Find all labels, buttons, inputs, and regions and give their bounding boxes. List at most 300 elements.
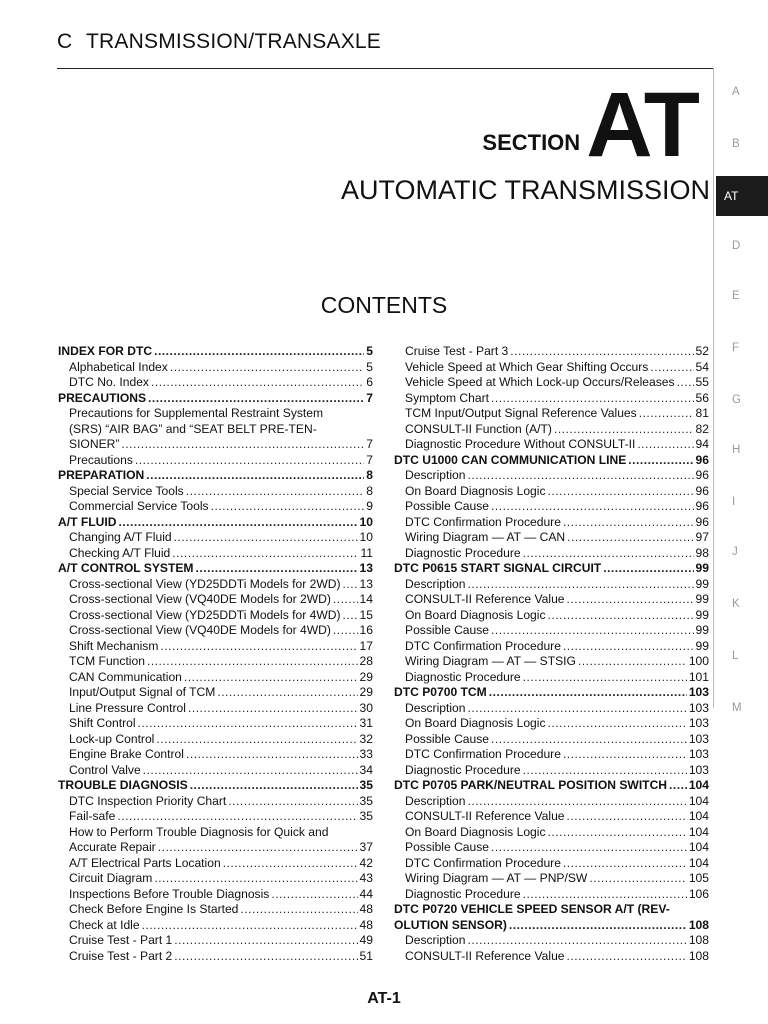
toc-entry-page: 103 — [688, 747, 709, 761]
toc-entry-page: 8 — [366, 468, 373, 482]
toc-right-column — [394, 344, 709, 964]
toc-entry[interactable] — [58, 716, 373, 732]
toc-entry-title: Accurate Repair — [69, 840, 156, 854]
toc-entry-title: Precautions for Supplemental Restraint System — [69, 406, 324, 420]
toc-entry-page: 7 — [366, 437, 373, 451]
dot-leader — [567, 530, 693, 546]
toc-entry-title: (SRS) “AIR BAG” and “SEAT BELT PRE-TEN- — [69, 421, 317, 436]
dot-leader — [491, 499, 694, 515]
toc-entry[interactable] — [58, 592, 373, 608]
toc-entry[interactable] — [394, 406, 709, 422]
tab-label: G — [732, 394, 741, 406]
dot-leader — [156, 732, 357, 748]
toc-entry[interactable] — [394, 515, 709, 531]
toc-entry[interactable] — [58, 344, 373, 360]
toc-entry-page: 100 — [688, 654, 709, 668]
toc-entry-page: 5 — [366, 359, 373, 374]
toc-entry-title: Engine Brake Control — [69, 747, 184, 761]
dot-leader — [172, 546, 358, 562]
tab-label: D — [732, 240, 741, 252]
toc-entry-page: 29 — [359, 685, 373, 699]
toc-entry-title: DTC No. Index — [69, 375, 149, 389]
tab-label: M — [732, 702, 742, 714]
toc-entry[interactable] — [394, 437, 709, 453]
toc-entry-page: 7 — [366, 390, 373, 405]
toc-entry-title: Lock-up Control — [69, 731, 155, 746]
toc-entry-page: 42 — [359, 855, 373, 870]
toc-entry-page: 81 — [695, 406, 709, 420]
toc-entry[interactable] — [58, 639, 373, 655]
toc-entry-page: 43 — [359, 871, 373, 885]
toc-entry-page: 96 — [695, 452, 709, 467]
toc-entry-page: 48 — [359, 917, 373, 932]
toc-entry-title: On Board Diagnosis Logic — [405, 716, 546, 730]
toc-entry[interactable] — [394, 825, 709, 841]
toc-entry-title: Cross-sectional View (YD25DDTi Models for 2WD) — [69, 576, 341, 591]
toc-entry-title: Diagnostic Procedure — [405, 669, 521, 684]
toc-entry[interactable] — [58, 887, 373, 903]
toc-entry-page: 37 — [359, 840, 373, 854]
toc-entry-title: Check at Idle — [69, 917, 140, 932]
dot-leader — [228, 794, 357, 810]
toc-entry[interactable] — [394, 871, 709, 887]
dot-leader — [491, 391, 694, 407]
toc-entry-page: 30 — [359, 700, 373, 715]
toc-entry-title: Commercial Service Tools — [69, 499, 209, 513]
toc-entry-title: Diagnostic Procedure Without CONSULT-II — [405, 437, 636, 451]
dot-leader — [142, 918, 358, 934]
toc-entry-title: Possible Cause — [405, 840, 490, 854]
toc-entry-title: Possible Cause — [405, 731, 490, 746]
toc-entry-title: Description — [405, 793, 466, 808]
dot-leader — [637, 437, 693, 453]
toc-entry[interactable] — [394, 344, 709, 360]
toc-entry-title: Cruise Test - Part 1 — [69, 933, 173, 947]
dot-leader — [271, 887, 357, 903]
toc-entry[interactable] — [58, 484, 373, 500]
dot-leader — [563, 747, 687, 763]
dot-leader — [523, 546, 694, 562]
toc-entry-title: DTC P0720 VEHICLE SPEED SENSOR A/T (REV- — [394, 902, 670, 916]
toc-entry[interactable] — [58, 515, 373, 531]
dot-leader — [548, 716, 687, 732]
toc-entry-title: DTC P0700 TCM — [394, 685, 487, 699]
dot-leader — [510, 344, 693, 360]
dot-leader — [333, 592, 358, 608]
toc-entry-title: On Board Diagnosis Logic — [405, 824, 546, 839]
header-title: TRANSMISSION/TRANSAXLE — [86, 30, 381, 53]
toc-entry[interactable] — [58, 902, 373, 918]
toc-entry[interactable] — [58, 949, 373, 965]
dot-leader — [121, 437, 364, 453]
toc-entry[interactable] — [58, 561, 373, 577]
toc-entry-page: 99 — [695, 638, 709, 653]
toc-entry-page: 48 — [359, 902, 373, 916]
toc-entry[interactable] — [58, 623, 373, 639]
dot-leader — [160, 639, 357, 655]
toc-entry-title: Possible Cause — [405, 499, 490, 513]
toc-entry-title: Special Service Tools — [69, 483, 184, 498]
toc-entry-title: How to Perform Trouble Diagnosis for Quick and — [69, 824, 329, 839]
toc-entry-title: DTC P0615 START SIGNAL CIRCUIT — [394, 561, 602, 575]
dot-leader — [548, 608, 694, 624]
toc-entry[interactable] — [58, 809, 373, 825]
toc-entry-title: Line Pressure Control — [69, 700, 186, 715]
toc-entry-page: 82 — [695, 421, 709, 436]
toc-entry[interactable] — [394, 763, 709, 779]
dot-leader — [174, 933, 357, 949]
page-number: AT-1 — [367, 990, 401, 1007]
toc-entry-title: CONSULT-II Reference Value — [405, 809, 565, 823]
toc-entry[interactable] — [58, 778, 373, 794]
toc-entry-page: 10 — [359, 514, 373, 529]
toc-entry-page: 52 — [695, 344, 709, 358]
toc-entry[interactable] — [394, 375, 709, 391]
toc-entry-page: 96 — [695, 514, 709, 529]
toc-entry-title: DTC Inspection Priority Chart — [69, 793, 227, 808]
toc-entry[interactable] — [394, 809, 709, 825]
toc-entry-title: On Board Diagnosis Logic — [405, 483, 546, 498]
dot-leader — [138, 716, 358, 732]
dot-leader — [554, 422, 694, 438]
toc-entry[interactable] — [58, 701, 373, 717]
toc-entry[interactable] — [394, 747, 709, 763]
toc-entry[interactable] — [58, 763, 373, 779]
toc-entry-title: Description — [405, 576, 466, 591]
toc-entry[interactable] — [394, 701, 709, 717]
toc-entry-page: 99 — [695, 576, 709, 591]
toc-entry[interactable] — [394, 949, 709, 965]
toc-entry-page: 34 — [359, 762, 373, 777]
toc-entry[interactable] — [394, 530, 709, 546]
toc-entry[interactable] — [58, 871, 373, 887]
dot-leader — [563, 856, 687, 872]
toc-entry-title: Wiring Diagram — AT — PNP/SW — [405, 871, 588, 885]
contents-title: CONTENTS — [320, 292, 448, 318]
toc-entry-page: 108 — [688, 948, 709, 963]
tab-label: L — [732, 650, 739, 662]
toc-entry-page: 10 — [359, 530, 373, 544]
toc-entry[interactable] — [58, 685, 373, 701]
toc-entry-page: 96 — [695, 468, 709, 482]
toc-entry-title: Description — [405, 933, 466, 947]
dot-leader — [567, 949, 687, 965]
toc-entry[interactable] — [394, 499, 709, 515]
toc-entry[interactable] — [58, 670, 373, 686]
dot-leader — [603, 561, 693, 577]
toc-entry-page: 99 — [695, 561, 709, 575]
toc-left-column — [58, 344, 373, 964]
dot-leader — [170, 360, 364, 376]
toc-entry[interactable] — [394, 716, 709, 732]
toc-entry[interactable] — [394, 360, 709, 376]
toc-entry-page: 103 — [688, 762, 709, 777]
toc-entry[interactable] — [394, 902, 709, 918]
tab-active-at[interactable] — [716, 176, 768, 216]
dot-leader — [174, 949, 357, 965]
toc-entry-title: Inspections Before Trouble Diagnosis — [69, 886, 270, 901]
dot-leader — [468, 468, 694, 484]
toc-entry[interactable] — [58, 840, 373, 856]
dot-leader — [186, 484, 365, 500]
dot-leader — [186, 747, 358, 763]
toc-entry-title: Wiring Diagram — AT — STSIG — [405, 654, 576, 668]
toc-entry-title: Changing A/T Fluid — [69, 530, 172, 544]
toc-entry[interactable] — [58, 918, 373, 934]
toc-entry-title: TCM Input/Output Signal Reference Values — [405, 406, 637, 420]
dot-leader — [196, 561, 358, 577]
toc-entry-page: 104 — [688, 824, 709, 839]
toc-entry-title: PREPARATION — [58, 468, 145, 482]
toc-entry-title: DTC Confirmation Procedure — [405, 855, 561, 870]
toc-entry[interactable] — [394, 484, 709, 500]
dot-leader — [589, 871, 686, 887]
toc-entry[interactable] — [58, 437, 373, 453]
dot-leader — [223, 856, 358, 872]
page-header — [57, 30, 381, 54]
dot-leader — [148, 391, 364, 407]
toc-entry-page: 56 — [695, 390, 709, 405]
toc-entry[interactable] — [58, 406, 373, 422]
dot-leader — [343, 608, 358, 624]
toc-entry[interactable] — [394, 685, 709, 701]
toc-entry-page: 16 — [359, 623, 373, 637]
toc-entry[interactable] — [394, 856, 709, 872]
toc-entry[interactable] — [58, 654, 373, 670]
toc-entry[interactable] — [394, 546, 709, 562]
toc-entry-page: 35 — [359, 809, 373, 823]
dot-leader — [147, 654, 358, 670]
dot-leader — [468, 701, 687, 717]
toc-entry-page: 8 — [366, 483, 373, 498]
dot-leader — [548, 825, 687, 841]
toc-entry-page: 97 — [695, 530, 709, 544]
toc-entry-page: 104 — [688, 809, 709, 823]
dot-leader — [468, 933, 687, 949]
toc-entry-title: CAN Communication — [69, 669, 182, 684]
toc-entry-page: 6 — [366, 375, 373, 389]
tab-label: AT — [724, 189, 739, 203]
dot-leader — [548, 484, 694, 500]
toc-entry[interactable] — [58, 608, 373, 624]
dot-leader — [563, 515, 694, 531]
toc-entry-title: Cross-sectional View (VQ40DE Models for 4WD) — [69, 623, 331, 637]
toc-entry-page: 32 — [359, 731, 373, 746]
dot-leader — [190, 778, 358, 794]
toc-entry[interactable] — [58, 453, 373, 469]
toc-entry-page: 17 — [359, 638, 373, 653]
toc-entry-page: 94 — [695, 437, 709, 451]
toc-entry-title: Vehicle Speed at Which Gear Shifting Occurs — [405, 359, 649, 374]
toc-entry[interactable] — [58, 468, 373, 484]
dot-leader — [143, 763, 358, 779]
toc-entry[interactable] — [394, 453, 709, 469]
toc-entry[interactable] — [394, 391, 709, 407]
toc-entry-page: 96 — [695, 499, 709, 513]
dot-leader — [491, 840, 687, 856]
toc-entry-page: 54 — [695, 359, 709, 374]
toc-entry-title: Checking A/T Fluid — [69, 545, 171, 560]
toc-entry-page: 11 — [360, 545, 373, 560]
toc-entry[interactable] — [394, 918, 709, 934]
toc-entry-title: DTC Confirmation Procedure — [405, 514, 561, 529]
dot-leader — [333, 623, 358, 639]
toc-entry[interactable] — [58, 577, 373, 593]
toc-entry-title: Cross-sectional View (VQ40DE Models for 2WD) — [69, 592, 331, 606]
toc-entry[interactable] — [58, 794, 373, 810]
toc-entry[interactable] — [394, 654, 709, 670]
toc-entry[interactable] — [394, 592, 709, 608]
dot-leader — [489, 685, 687, 701]
toc-entry[interactable] — [394, 840, 709, 856]
tab-label: A — [732, 86, 740, 98]
toc-entry-title: DTC P0705 PARK/NEUTRAL POSITION SWITCH — [394, 778, 668, 792]
toc-entry-title: Symptom Chart — [405, 390, 490, 405]
dot-leader — [174, 530, 358, 546]
toc-entry-page: 106 — [688, 886, 709, 901]
toc-entry[interactable] — [58, 360, 373, 376]
toc-entry[interactable] — [394, 623, 709, 639]
toc-entry-title: CONSULT-II Reference Value — [405, 948, 565, 963]
toc-entry-page: 5 — [366, 344, 373, 358]
toc-entry-page: 9 — [366, 499, 373, 513]
toc-entry-page: 35 — [359, 778, 373, 792]
toc-entry[interactable] — [394, 794, 709, 810]
dot-leader — [491, 732, 687, 748]
toc-entry-page: 55 — [695, 375, 709, 389]
toc-entry[interactable] — [58, 375, 373, 391]
toc-entry[interactable] — [394, 639, 709, 655]
toc-entry-title: Cruise Test - Part 2 — [69, 948, 173, 963]
toc-entry-title: Diagnostic Procedure — [405, 762, 521, 777]
toc-entry-title: Diagnostic Procedure — [405, 886, 521, 901]
toc-entry-page: 44 — [359, 886, 373, 901]
toc-entry[interactable] — [58, 422, 373, 438]
toc-entry-page: 99 — [695, 623, 709, 637]
tab-label: B — [732, 138, 740, 150]
toc-entry-title: TCM Function — [69, 654, 145, 668]
toc-entry-title: On Board Diagnosis Logic — [405, 607, 546, 622]
tab-label: F — [732, 342, 740, 354]
toc-entry[interactable] — [394, 577, 709, 593]
toc-entry-title: Input/Output Signal of TCM — [69, 685, 216, 699]
dot-leader — [491, 623, 694, 639]
toc-entry-title: DTC U1000 CAN COMMUNICATION LINE — [394, 452, 627, 467]
toc-entry-title: Control Valve — [69, 762, 141, 777]
tab-label: J — [732, 546, 738, 558]
toc-entry-page: 105 — [688, 871, 709, 885]
toc-entry-title: TROUBLE DIAGNOSIS — [58, 778, 188, 792]
dot-leader — [154, 344, 364, 360]
toc-entry[interactable] — [58, 747, 373, 763]
toc-entry-title: Circuit Diagram — [69, 871, 153, 885]
section-title: AUTOMATIC TRANSMISSION — [340, 175, 710, 205]
toc-entry[interactable] — [394, 670, 709, 686]
dot-leader — [628, 453, 693, 469]
toc-entry-title: Vehicle Speed at Which Lock-up Occurs/Releases — [405, 375, 675, 389]
dot-leader — [158, 840, 358, 856]
toc-entry-title: Cruise Test - Part 3 — [405, 344, 509, 358]
dot-leader — [523, 887, 687, 903]
toc-entry-title: A/T Electrical Parts Location — [69, 855, 221, 870]
toc-entry[interactable] — [394, 887, 709, 903]
toc-entry[interactable] — [58, 732, 373, 748]
toc-entry-title: A/T FLUID — [58, 514, 117, 529]
toc-entry[interactable] — [58, 530, 373, 546]
toc-entry[interactable] — [394, 933, 709, 949]
toc-entry[interactable] — [394, 608, 709, 624]
toc-entry-page: 33 — [359, 747, 373, 761]
header-group-letter: C — [57, 30, 73, 53]
toc-entry-page: 103 — [688, 716, 709, 730]
toc-entry-page: 104 — [688, 840, 709, 854]
toc-entry-page: 108 — [688, 917, 709, 932]
dot-leader — [184, 670, 358, 686]
toc-entry[interactable] — [58, 546, 373, 562]
toc-entry[interactable] — [58, 856, 373, 872]
toc-entry[interactable] — [394, 422, 709, 438]
toc-entry-title: DTC Confirmation Procedure — [405, 747, 561, 761]
toc-entry-page: 103 — [688, 700, 709, 715]
toc-entry-page: 31 — [359, 716, 373, 730]
dot-leader — [118, 515, 357, 531]
toc-entry-title: CONSULT-II Function (A/T) — [405, 421, 552, 436]
toc-entry-page: 35 — [359, 793, 373, 808]
dot-leader — [146, 468, 364, 484]
section-heading — [482, 74, 698, 176]
dot-leader — [509, 918, 687, 934]
dot-leader — [523, 670, 687, 686]
toc-entry[interactable] — [394, 778, 709, 794]
dot-leader — [343, 577, 358, 593]
dot-leader — [639, 406, 694, 422]
toc-entry-title: Description — [405, 468, 466, 482]
toc-entry-page: 99 — [695, 592, 709, 606]
toc-entry-title: PRECAUTIONS — [58, 390, 147, 405]
dot-leader — [567, 809, 687, 825]
toc-entry[interactable] — [58, 499, 373, 515]
toc-entry-title: Precautions — [69, 452, 133, 467]
toc-entry[interactable] — [58, 825, 373, 841]
dot-leader — [151, 375, 364, 391]
tab-label: H — [732, 444, 741, 456]
dot-leader — [669, 778, 687, 794]
tab-label: I — [732, 496, 736, 508]
dot-leader — [211, 499, 365, 515]
tab-label: K — [732, 598, 740, 610]
section-word: SECTION — [482, 130, 581, 155]
toc-entry[interactable] — [58, 391, 373, 407]
tab-divider — [713, 68, 714, 708]
toc-entry-page: 7 — [366, 452, 373, 467]
dot-leader — [217, 685, 357, 701]
section-code: AT — [586, 74, 698, 176]
toc-entry-page: 28 — [359, 654, 373, 668]
toc-entry-page: 13 — [359, 561, 373, 575]
toc-entry[interactable] — [394, 561, 709, 577]
toc-entry-page: 103 — [688, 685, 709, 699]
dot-leader — [578, 654, 687, 670]
toc-entry-page: 51 — [359, 948, 373, 963]
toc-entry[interactable] — [394, 468, 709, 484]
toc-entry-page: 14 — [359, 592, 373, 606]
toc-entry-title: Wiring Diagram — AT — CAN — [405, 530, 566, 544]
toc-entry-title: A/T CONTROL SYSTEM — [58, 561, 194, 575]
toc-entry[interactable] — [394, 732, 709, 748]
toc-entry[interactable] — [58, 933, 373, 949]
toc-entry-page: 104 — [688, 793, 709, 808]
toc-entry-title: OLUTION SENSOR) — [394, 917, 507, 932]
